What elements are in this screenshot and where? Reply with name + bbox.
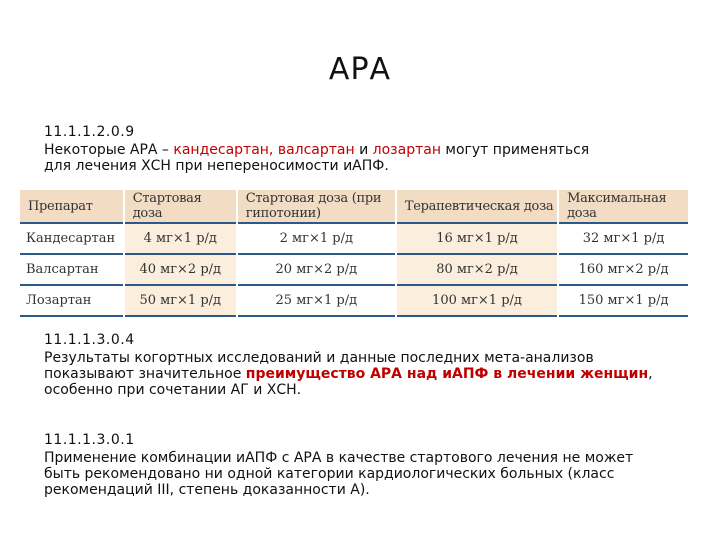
table-cell: 40 мг×2 р/д <box>124 254 237 285</box>
recommendation-text-line: быть рекомендовано ни одной категории кардиологических больных (класс <box>44 466 615 482</box>
text-span: могут применяться <box>440 142 590 158</box>
recommendation-3 <box>44 432 633 498</box>
page-title: АРА <box>328 52 392 87</box>
column-header: Стартовая доза <box>124 190 237 223</box>
table-row <box>20 285 689 316</box>
table-cell: 20 мг×2 р/д <box>237 254 396 285</box>
highlight-text: преимущество АРА над иАПФ в лечении женщин <box>245 366 649 382</box>
table-cell: 4 мг×1 р/д <box>124 223 237 254</box>
recommendation-code: 11.1.1.3.0.1 <box>44 432 135 448</box>
table-cell: 160 мг×2 р/д <box>558 254 689 285</box>
table-cell: 32 мг×1 р/д <box>558 223 689 254</box>
table-cell: 50 мг×1 р/д <box>124 285 237 316</box>
table-cell: 2 мг×1 р/д <box>237 223 396 254</box>
recommendation-text-line: особенно при сочетании АГ и ХСН. <box>44 382 302 398</box>
text-span: Некоторые АРА – <box>44 142 174 158</box>
recommendation-text-line: рекомендаций III, степень доказанности А). <box>44 482 370 498</box>
recommendation-code: 11.1.1.3.0.4 <box>44 332 135 348</box>
drug-name: Кандесартан <box>20 223 124 254</box>
recommendation-text-line: для лечения ХСН при непереносимости иАПФ. <box>44 158 389 174</box>
text-span: показывают значительное <box>44 366 246 382</box>
recommendation-text-line: Результаты когортных исследований и данные последних мета-анализов <box>44 350 594 366</box>
recommendation-text-line <box>44 366 653 382</box>
text-span: и <box>354 142 373 158</box>
recommendation-text-line: Применение комбинации иАПФ с АРА в качестве стартового лечения не может <box>44 450 634 466</box>
table-row <box>20 223 689 254</box>
recommendation-2 <box>44 332 653 398</box>
column-header: Стартовая доза (при гипотонии) <box>237 190 396 223</box>
recommendation-1 <box>44 124 589 174</box>
column-header: Препарат <box>20 190 124 223</box>
table-cell: 25 мг×1 р/д <box>237 285 396 316</box>
highlight-text: кандесартан, валсартан <box>173 142 355 158</box>
drug-name: Лозартан <box>20 285 124 316</box>
table-header-row <box>20 190 689 223</box>
highlight-text: лозартан <box>372 142 441 158</box>
table-row <box>20 254 689 285</box>
column-header: Максимальная доза <box>558 190 689 223</box>
table-cell: 100 мг×1 р/д <box>396 285 558 316</box>
table-cell: 80 мг×2 р/д <box>396 254 558 285</box>
column-header: Терапевтическая доза <box>396 190 558 223</box>
recommendation-text-line <box>44 142 589 158</box>
recommendation-code: 11.1.1.2.0.9 <box>44 124 135 140</box>
drug-name: Валсартан <box>20 254 124 285</box>
table-cell: 16 мг×1 р/д <box>396 223 558 254</box>
text-span: , <box>648 366 653 382</box>
table-cell: 150 мг×1 р/д <box>558 285 689 316</box>
dosage-table <box>20 190 690 317</box>
